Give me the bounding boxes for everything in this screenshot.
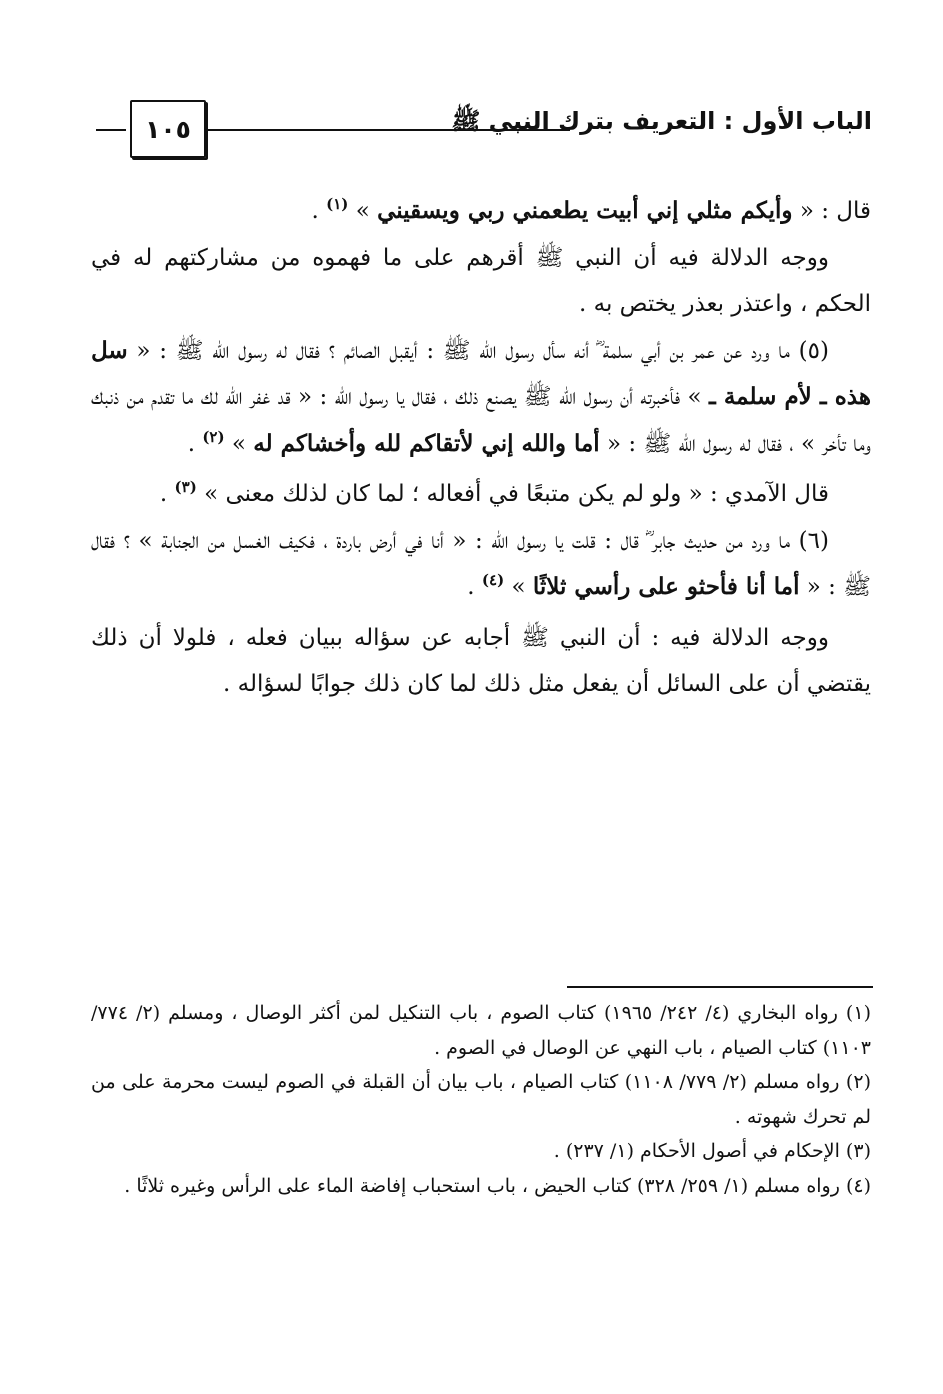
paragraph-1	[91, 188, 871, 235]
footnote-ref-2: (٢)	[202, 427, 225, 446]
footnote-ref-3: (٣)	[174, 478, 197, 496]
p1-quote: وأيكم مثلي إني أبيت يطعمني ربي ويسقيني	[377, 197, 793, 224]
footnote-ref-4: (٤)	[481, 571, 505, 589]
p4-end: .	[159, 481, 175, 507]
footnote-4: (٤) رواه مسلم (١/ ٢٥٩/ ٣٢٨) كتاب الحيض ، باب استحباب إفاضة الماء على الرأس وغيره ثلاثًا .	[124, 1174, 871, 1197]
p3-part2: » فأخبرته أن رسول الله ﷺ يصنع ذلك ، فقال يا رسول الله : « قد غفر الله لك ما تقدم من ذنبك وما تأخر » ، فقال له رسول الله ﷺ : «	[91, 384, 871, 457]
main-text	[91, 188, 871, 708]
footnote-3: (٣) الإحكام في أصول الأحكام (١/ ٢٣٧) .	[553, 1140, 871, 1162]
p1-end: .	[311, 198, 327, 224]
paragraph-6: ووجه الدلالة فيه : أن النبي ﷺ أجابه عن سؤاله ببيان فعله ، فلولا أن ذلك يقتضي أن على السائل أن يفعل مثل ذلك لما كان ذلك جوابًا لسؤاله .	[91, 624, 871, 697]
p3-end: .	[187, 430, 203, 457]
running-title: الباب الأول : التعريف بترك النبي ﷺ	[451, 107, 872, 135]
p3-quote1: سل هذه ـ لأم سلمة ـ	[91, 336, 871, 410]
running-header	[96, 96, 872, 160]
p4-text: قال الآمدي : « ولو لم يكن متبعًا في أفعاله ؛ لما كان لذلك معنى »	[204, 481, 829, 507]
header-rule-left	[96, 129, 126, 131]
p3-quote2: أما والله إني لأتقاكم لله وأخشاكم له	[253, 429, 600, 457]
p3-part1: (٥) ما ورد عن عمر بن أبي سلمة ؓ أنه سأل رسول الله ﷺ : أيقبل الصائم ؟ فقال له رسول الله ﷺ : «	[127, 337, 829, 364]
footnotes	[91, 996, 871, 1203]
footnote-separator	[567, 986, 873, 988]
p1-lead: قال : «	[792, 198, 871, 224]
p5-close: »	[511, 574, 533, 600]
footnote-2: (٢) رواه مسلم (٢/ ٧٧٩/ ١١٠٨) كتاب الصيام ، باب بيان أن القبلة في الصوم ليست محرمة على من لم تحرك شهوته .	[91, 1071, 871, 1128]
p3-close: »	[231, 430, 254, 457]
footnote-ref-1: (١)	[326, 195, 349, 213]
paragraph-2: ووجه الدلالة فيه أن النبي ﷺ أقرهم على ما فهموه من مشاركتهم له في الحكم ، واعتذر بعذر يختص به .	[91, 244, 871, 317]
p5-quote: أما أنا فأحثو على رأسي ثلاثًا	[532, 573, 800, 600]
page-number: ١٠٥	[145, 114, 191, 144]
page-number-box	[130, 100, 206, 158]
p5-part1: (٦) ما ورد من حديث جابر ؓ قال : قلت يا رسول الله : « أنا في أرض باردة ، فكيف الغسل من الجنابة » ؟ فقال ﷺ : «	[91, 527, 871, 600]
paragraph-4	[91, 471, 871, 518]
footnote-1: (١) رواه البخاري (٤/ ٢٤٢/ ١٩٦٥) كتاب الصوم ، باب التنكيل لمن أكثر الوصال ، ومسلم (٢/ ٧٧٤/ ١١٠٣) كتاب الصيام ، باب النهي عن الوصال في الصوم .	[91, 1002, 871, 1059]
p1-close: »	[355, 198, 378, 224]
p5-end: .	[467, 574, 482, 600]
paragraph-5	[91, 518, 871, 611]
paragraph-3	[91, 328, 871, 468]
